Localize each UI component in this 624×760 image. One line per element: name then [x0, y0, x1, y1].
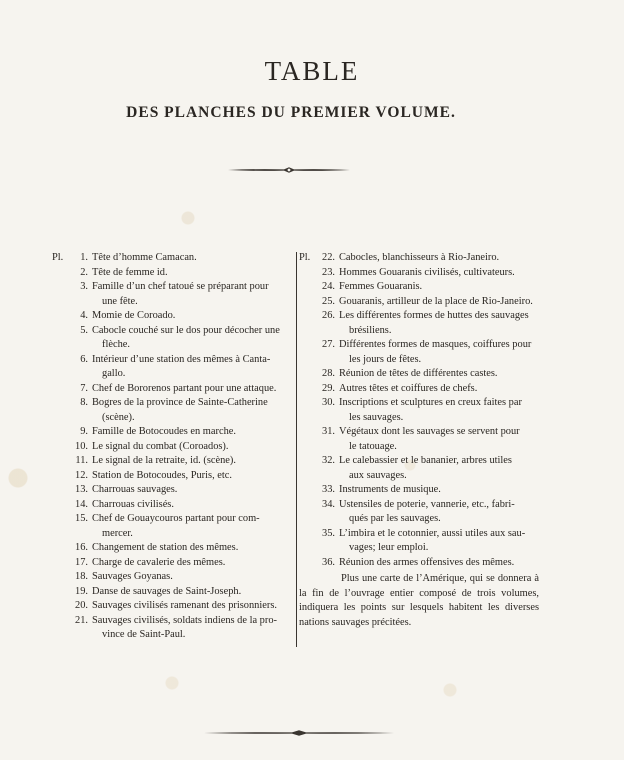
plate-description	[92, 454, 292, 469]
plate-description	[92, 425, 292, 440]
plate-description	[339, 266, 539, 281]
plate-description-line: Gouaranis, artilleur de la place de Rio-Janeiro.	[339, 295, 533, 307]
plate-description	[92, 324, 292, 353]
plate-entry	[52, 324, 292, 353]
plate-number: 15.	[75, 513, 88, 524]
plate-description	[339, 498, 539, 527]
plate-description-line: Sauvages civilisés, soldats indiens de la pro-	[92, 614, 277, 626]
plate-number: 23.	[322, 266, 335, 278]
plate-description	[339, 483, 539, 498]
ornament-footer-icon	[204, 729, 394, 737]
plate-entry	[52, 280, 292, 309]
plate-description-line: L’imbira et le cotonnier, aussi utiles aux sau-	[339, 527, 526, 539]
plate-description	[339, 454, 539, 483]
plate-description	[92, 599, 292, 614]
plate-entry	[299, 498, 539, 527]
plate-number: 29.	[322, 382, 335, 394]
plate-description-line: Charge de cavalerie des mêmes.	[92, 556, 226, 568]
plate-entry	[52, 309, 292, 324]
plate-description	[92, 353, 292, 382]
plate-description-line: les sauvages.	[349, 411, 404, 423]
plate-number: 17.	[75, 556, 88, 568]
plate-description	[92, 585, 292, 600]
column-divider	[296, 252, 297, 647]
plate-description-line: Bogres de la province de Sainte-Catherine	[92, 397, 268, 408]
plate-prefix: Pl.	[299, 252, 311, 263]
plate-description	[92, 614, 292, 643]
plate-description	[339, 338, 539, 367]
plate-number: 24.	[322, 281, 335, 292]
plate-description-line: (scène).	[102, 411, 135, 423]
page-title: TABLE	[264, 56, 360, 86]
plate-number: 32.	[322, 455, 335, 466]
plate-entry	[52, 425, 292, 440]
plate-description-line: vages; leur emploi.	[349, 542, 429, 553]
plate-number: 27.	[322, 339, 335, 350]
plate-description	[92, 309, 292, 324]
plate-entry	[52, 556, 292, 571]
plate-description	[339, 382, 539, 397]
plate-number: 25.	[322, 295, 335, 307]
plate-description-line: Sauvages Goyanas.	[92, 571, 173, 582]
plates-column-left	[52, 251, 292, 643]
plate-description	[92, 280, 292, 309]
plate-description-line: Chef de Gouaycouros partant pour com-	[92, 513, 260, 524]
plate-entry	[52, 382, 292, 397]
plate-description-line: Danse de sauvages de Saint-Joseph.	[92, 585, 242, 597]
plate-entry	[52, 541, 292, 556]
plate-description-line: Chef de Bororenos partant pour une attaque.	[92, 382, 277, 394]
plate-description	[92, 469, 292, 484]
plate-entry	[52, 498, 292, 513]
plate-description-line: Charrouas civilisés.	[92, 498, 174, 510]
plate-entry	[299, 382, 539, 397]
plate-description-line: Femmes Gouaranis.	[339, 281, 423, 292]
plate-number: 36.	[322, 556, 335, 568]
plate-description	[92, 512, 292, 541]
plate-entry	[52, 512, 292, 541]
plate-entry	[299, 454, 539, 483]
plate-description-line: Intérieur d’une station des mêmes à Canta-	[92, 353, 271, 365]
plate-number: 7.	[80, 382, 88, 394]
plate-entry	[299, 295, 539, 310]
plate-number: 8.	[80, 397, 88, 408]
plate-number: 14.	[75, 498, 88, 510]
plate-description-line: Sauvages civilisés ramenant des prisonniers.	[92, 600, 277, 611]
plate-number: 21.	[75, 614, 88, 626]
plate-description-line: Végétaux dont les sauvages se servent pour	[339, 426, 520, 437]
plate-description	[339, 527, 539, 556]
plate-description-line: Station de Botocoudes, Puris, etc.	[92, 469, 232, 481]
plate-description	[339, 396, 539, 425]
plate-number: 10.	[75, 440, 88, 452]
plate-description-line: Famille de Botocoudes en marche.	[92, 426, 236, 437]
plate-description-line: Le signal du combat (Coroados).	[92, 440, 229, 452]
plate-description	[92, 396, 292, 425]
plate-description	[92, 266, 292, 281]
plate-number: 26.	[322, 310, 335, 321]
plate-description-line: Tête d’homme Camacan.	[92, 252, 197, 263]
plate-description	[339, 367, 539, 382]
plate-description	[92, 382, 292, 397]
plate-description-line: Changement de station des mêmes.	[92, 542, 239, 553]
plate-description-line: Les différentes formes de huttes des sauvages	[339, 310, 529, 321]
plate-description-line: brésiliens.	[349, 324, 392, 336]
plate-description	[92, 570, 292, 585]
plate-entry	[52, 454, 292, 469]
plate-description-line: Réunion de têtes de différentes castes.	[339, 368, 498, 379]
plate-entry	[299, 527, 539, 556]
plate-entry	[52, 599, 292, 614]
plate-number: 19.	[75, 585, 88, 597]
plate-entry	[52, 614, 292, 643]
plate-description	[92, 541, 292, 556]
plate-number: 34.	[322, 498, 335, 510]
plate-entry	[299, 309, 539, 338]
plate-description-line: mercer.	[102, 527, 133, 539]
plate-description-line: vince de Saint-Paul.	[102, 629, 186, 640]
plate-entry	[52, 353, 292, 382]
plate-number: 31.	[322, 426, 335, 437]
plate-entry	[299, 251, 539, 266]
ornament-rule-icon	[228, 166, 350, 174]
plate-entry	[299, 367, 539, 382]
plate-description-line: Réunion des armes offensives des mêmes.	[339, 556, 515, 568]
plate-description-line: Le calebassier et le bananier, arbres utiles	[339, 455, 512, 466]
plate-description-line: Hommes Gouaranis civilisés, cultivateurs.	[339, 266, 515, 278]
plate-number: 30.	[322, 397, 335, 408]
plate-description-line: gallo.	[102, 368, 126, 379]
plate-number: 20.	[75, 600, 88, 611]
plate-description	[92, 556, 292, 571]
plate-description-line: Cabocles, blanchisseurs à Rio-Janeiro.	[339, 252, 500, 263]
plate-description	[339, 280, 539, 295]
plate-entry	[299, 396, 539, 425]
plate-description-line: Ustensiles de poterie, vannerie, etc., fabri-	[339, 498, 515, 510]
plate-entry	[299, 338, 539, 367]
plate-description-line: qués par les sauvages.	[349, 513, 441, 524]
plate-number: 28.	[322, 368, 335, 379]
plate-number: 6.	[80, 353, 88, 365]
plate-number: 13.	[75, 484, 88, 495]
plate-description-line: Charrouas sauvages.	[92, 484, 178, 495]
plate-prefix: Pl.	[52, 252, 64, 263]
plate-description-line: Le signal de la retraite, id. (scène).	[92, 455, 236, 466]
plate-description	[339, 295, 539, 310]
plates-column-right	[299, 251, 539, 630]
plate-entry	[52, 396, 292, 425]
plate-description-line: Tête de femme id.	[92, 266, 168, 278]
plate-description-line: le tatouage.	[349, 440, 397, 452]
plate-description-line: Cabocle couché sur le dos pour décocher une	[92, 324, 280, 336]
plate-description-line: Inscriptions et sculptures en creux faites par	[339, 397, 522, 408]
plate-description-line: les jours de fêtes.	[349, 353, 422, 365]
plate-entry	[299, 425, 539, 454]
plate-entry	[52, 440, 292, 455]
plate-entry	[299, 280, 539, 295]
plate-entry	[52, 483, 292, 498]
plate-description	[339, 556, 539, 571]
plate-entry	[52, 266, 292, 281]
plate-number: 11.	[75, 455, 88, 466]
plate-description-line: Famille d’un chef tatoué se préparant pour	[92, 281, 269, 292]
plate-entry	[52, 570, 292, 585]
plate-description-line: une fête.	[102, 295, 138, 307]
plate-entry	[52, 469, 292, 484]
plate-number: 4.	[80, 310, 88, 321]
plate-description	[339, 309, 539, 338]
plate-entry	[299, 483, 539, 498]
plate-number: 1.	[80, 252, 88, 263]
plate-description-line: Momie de Coroado.	[92, 310, 176, 321]
plate-description	[92, 251, 292, 266]
plate-number: 35.	[322, 527, 335, 539]
plate-entry	[52, 251, 292, 266]
plate-number: 22.	[322, 252, 335, 263]
plate-number: 16.	[75, 542, 88, 553]
plate-description	[92, 440, 292, 455]
plate-description-line: aux sauvages.	[349, 469, 407, 481]
plate-number: 3.	[80, 281, 88, 292]
plate-description	[339, 425, 539, 454]
closing-note: Plus une carte de l’Amérique, qui se donnera à la fin de l’ouvrage entier composé de trois volumes, indiquera les points sur lesquels habitent les diverses nations sauvages précitées.	[299, 573, 539, 628]
plate-entry	[299, 556, 539, 571]
plate-description-line: flèche.	[102, 339, 130, 350]
plate-description	[339, 251, 539, 266]
plate-number: 5.	[80, 324, 88, 336]
plate-description	[92, 498, 292, 513]
plate-entry	[52, 585, 292, 600]
plate-number: 2.	[80, 266, 88, 278]
plate-number: 33.	[322, 484, 335, 495]
plate-number: 9.	[80, 426, 88, 437]
plate-description	[92, 483, 292, 498]
plate-description-line: Instruments de musique.	[339, 484, 441, 495]
plate-number: 12.	[75, 469, 88, 481]
plate-description-line: Différentes formes de masques, coiffures pour	[339, 339, 532, 350]
plate-number: 18.	[75, 571, 88, 582]
plate-entry	[299, 266, 539, 281]
plate-description-line: Autres têtes et coiffures de chefs.	[339, 382, 478, 394]
page-subtitle: DES PLANCHES DU PREMIER VOLUME.	[126, 104, 456, 121]
